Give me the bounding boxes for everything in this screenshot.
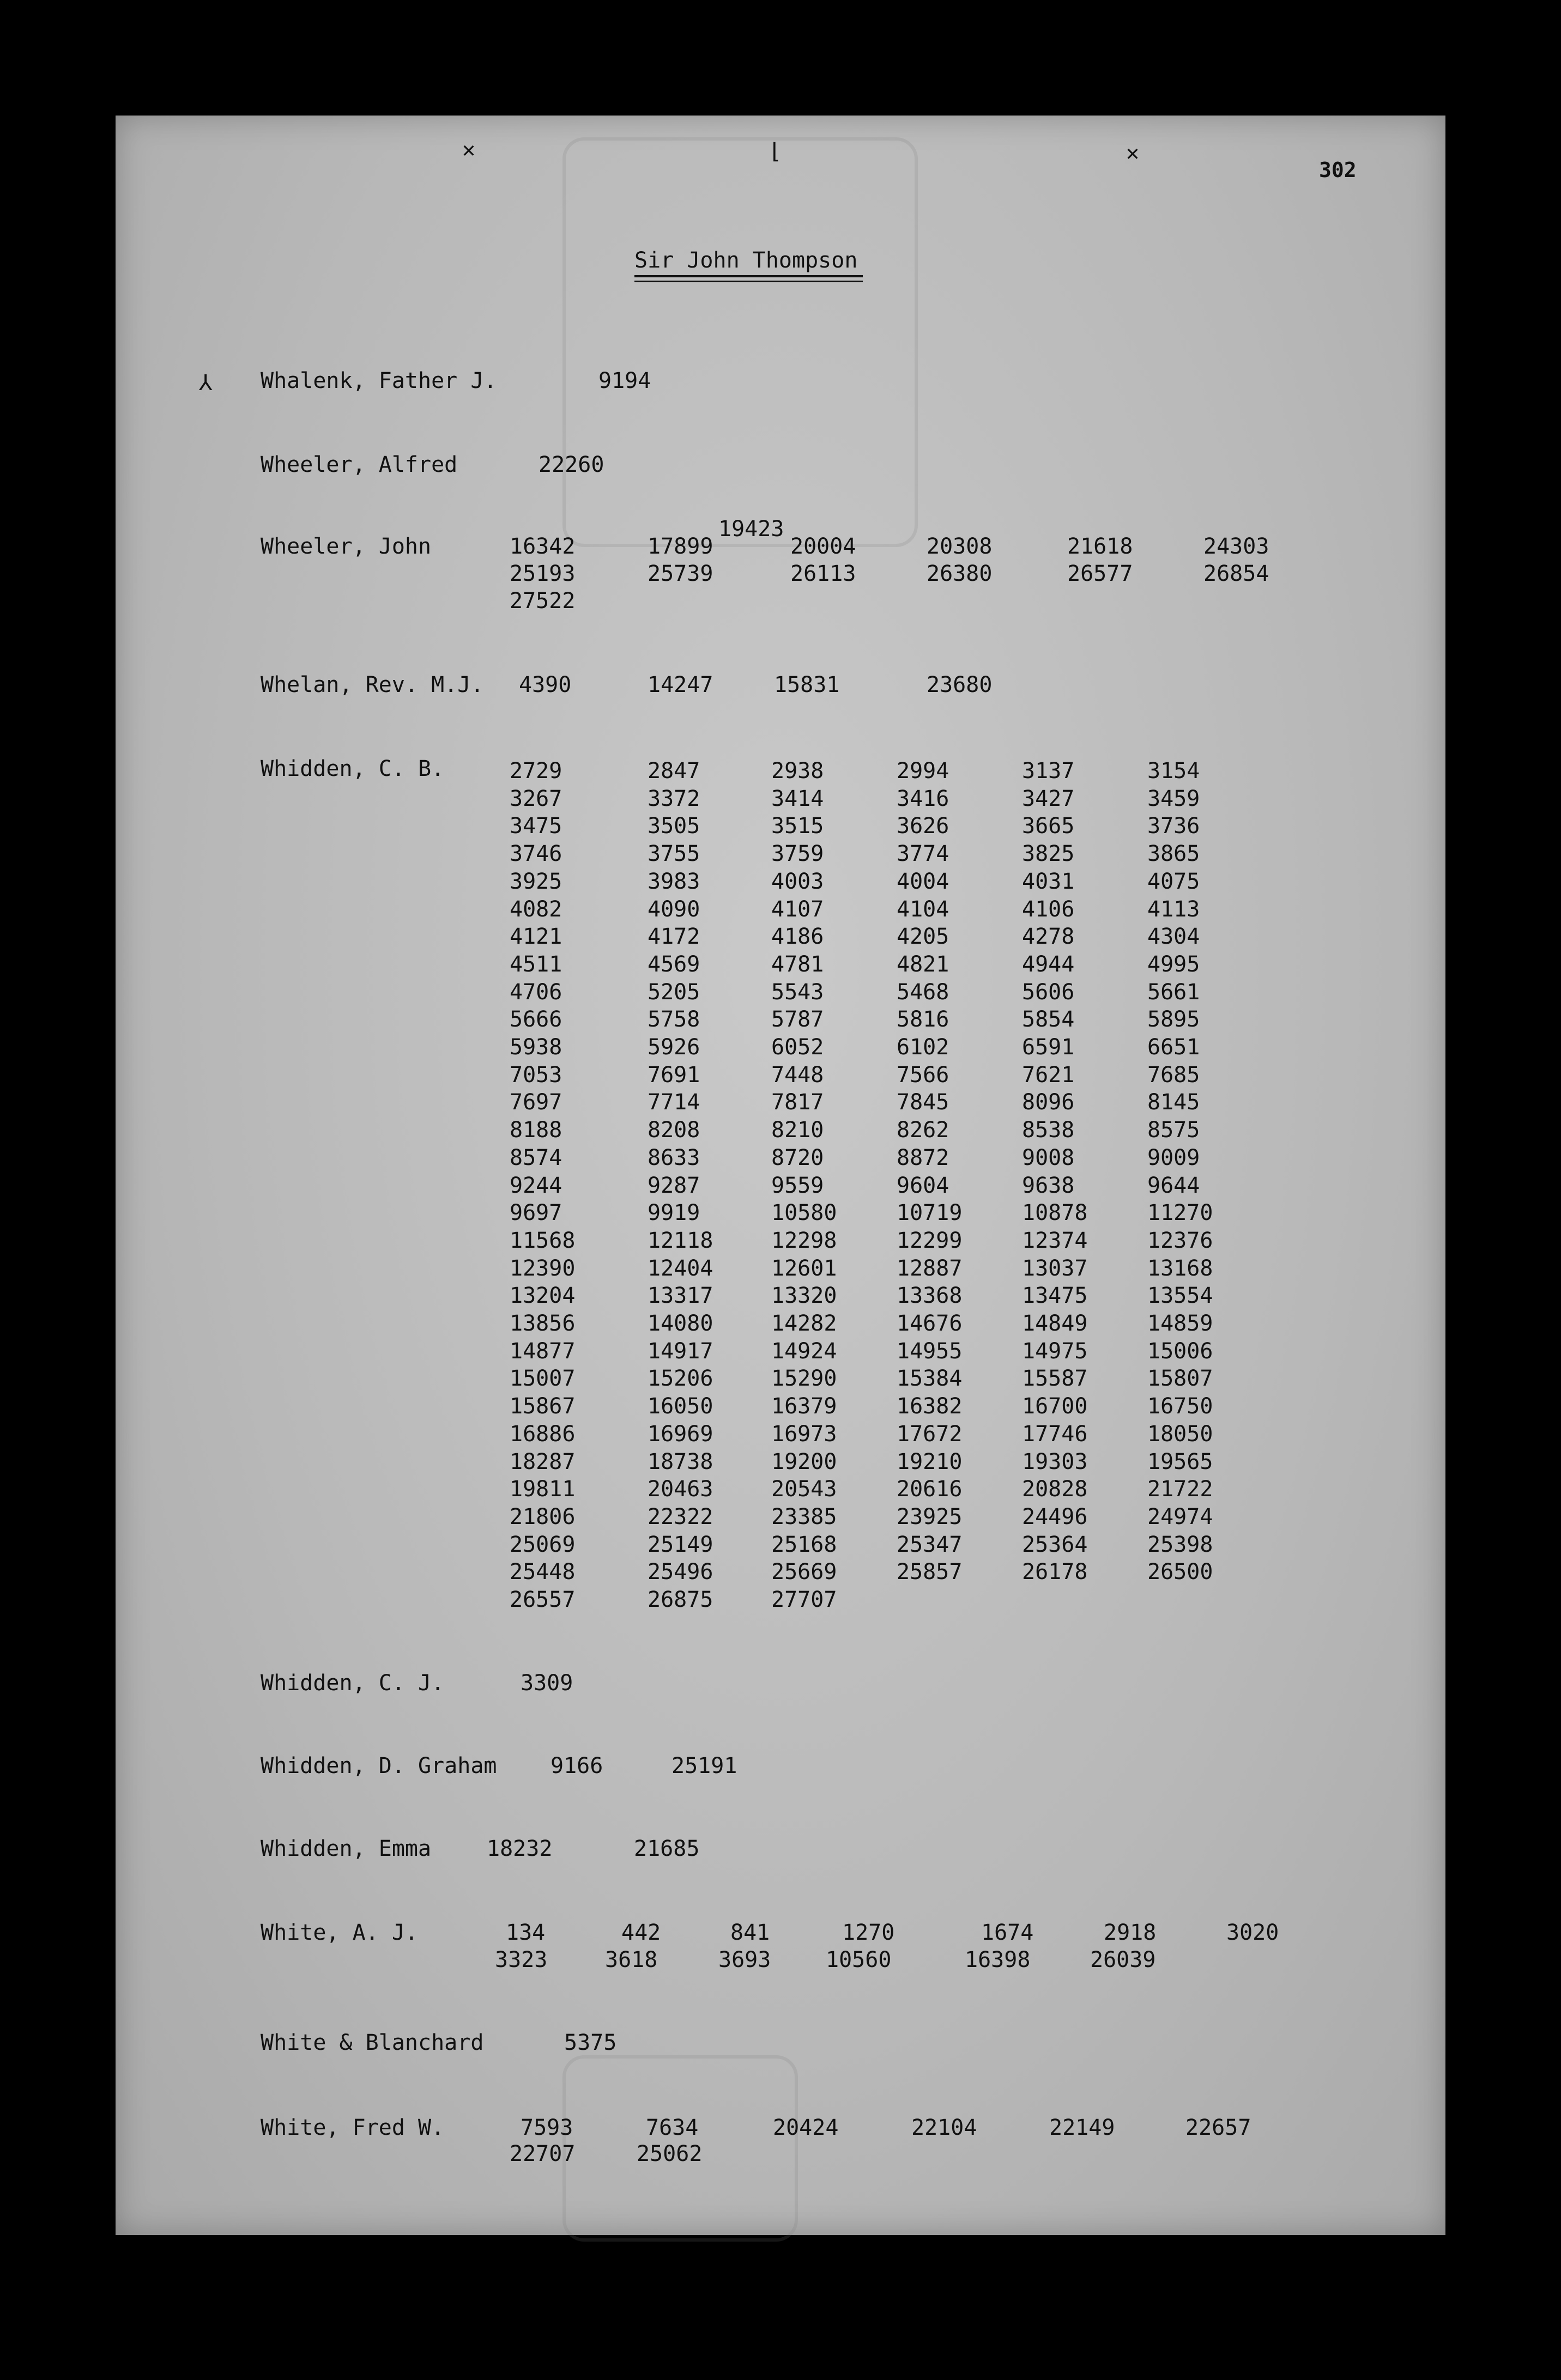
reference-number: 19303 — [1022, 1449, 1088, 1474]
reference-number: 4121 — [510, 924, 562, 950]
reference-number: 16969 — [648, 1421, 713, 1447]
margin-hook-mark: ⌊ — [769, 139, 782, 164]
reference-number: 25193 — [510, 561, 576, 586]
reference-number: 16750 — [1147, 1394, 1213, 1419]
reference-number: 26178 — [1022, 1559, 1088, 1585]
reference-number: 4104 — [897, 896, 949, 922]
reference-number: 8188 — [510, 1118, 562, 1143]
reference-number: 24303 — [1203, 534, 1269, 559]
entry-name: White & Blanchard — [261, 2030, 484, 2055]
reference-number: 23680 — [927, 672, 993, 697]
reference-number: 5606 — [1022, 979, 1075, 1005]
reference-number: 15290 — [771, 1366, 837, 1392]
reference-number: 16398 — [965, 1947, 1031, 1972]
reference-number: 4186 — [771, 924, 824, 950]
reference-number: 20543 — [771, 1477, 837, 1502]
reference-number: 16379 — [771, 1394, 837, 1419]
reference-number: 12404 — [648, 1255, 713, 1281]
reference-number: 14080 — [648, 1311, 713, 1336]
reference-number: 9919 — [648, 1200, 700, 1226]
reference-number: 7621 — [1022, 1062, 1075, 1088]
reference-number: 3736 — [1147, 813, 1200, 839]
reference-number: 14247 — [648, 672, 713, 697]
reference-number: 4172 — [648, 924, 700, 950]
reference-number: 4205 — [897, 924, 949, 950]
reference-number: 26039 — [1090, 1947, 1156, 1972]
reference-number: 17672 — [897, 1421, 963, 1447]
reference-number: 25168 — [771, 1532, 837, 1557]
reference-number: 16382 — [897, 1394, 963, 1419]
reference-number: 7448 — [771, 1062, 824, 1088]
reference-number: 16973 — [771, 1421, 837, 1447]
reference-number: 5816 — [897, 1007, 949, 1033]
reference-number: 5666 — [510, 1007, 562, 1033]
reference-number: 8262 — [897, 1118, 949, 1143]
reference-number: 8633 — [648, 1145, 700, 1170]
reference-number: 9604 — [897, 1173, 949, 1198]
reference-number: 23925 — [897, 1504, 963, 1529]
reference-number: 13037 — [1022, 1255, 1088, 1281]
reference-number: 13317 — [648, 1283, 713, 1309]
reference-number: 20616 — [897, 1477, 963, 1502]
reference-number: 13204 — [510, 1283, 576, 1309]
reference-number: 1674 — [981, 1920, 1034, 1945]
reference-number: 1270 — [842, 1920, 895, 1945]
reference-number: 15867 — [510, 1394, 576, 1419]
reference-number: 9008 — [1022, 1145, 1075, 1170]
reference-number: 3323 — [495, 1947, 548, 1972]
entry-name: Whidden, Emma — [261, 1836, 432, 1861]
reference-number: 3825 — [1022, 841, 1075, 867]
reference-number: 18287 — [510, 1449, 576, 1474]
reference-number: 12887 — [897, 1255, 963, 1281]
reference-number: 3267 — [510, 786, 562, 811]
reference-number: 3372 — [648, 786, 700, 811]
reference-number: 16342 — [510, 534, 576, 559]
reference-number: 3865 — [1147, 841, 1200, 867]
reference-number: 17899 — [648, 534, 713, 559]
reference-number: 5205 — [648, 979, 700, 1005]
reference-number: 9287 — [648, 1173, 700, 1198]
reference-number: 14955 — [897, 1338, 963, 1364]
reference-number: 4107 — [771, 896, 824, 922]
reference-number: 12601 — [771, 1255, 837, 1281]
reference-number: 20463 — [648, 1477, 713, 1502]
margin-check-mark: ⅄ — [199, 371, 213, 396]
reference-number: 26380 — [927, 561, 993, 586]
reference-number: 134 — [506, 1920, 546, 1945]
reference-number: 27522 — [510, 588, 576, 614]
reference-number: 14282 — [771, 1311, 837, 1336]
entry-name: Whidden, D. Graham — [261, 1753, 497, 1778]
reference-number: 6102 — [897, 1035, 949, 1060]
reference-number: 9697 — [510, 1200, 562, 1226]
reference-number: 20828 — [1022, 1477, 1088, 1502]
reference-number: 4082 — [510, 896, 562, 922]
reference-number: 3154 — [1147, 758, 1200, 784]
reference-number: 3505 — [648, 813, 700, 839]
reference-number: 22657 — [1185, 2115, 1251, 2140]
reference-number: 8538 — [1022, 1118, 1075, 1143]
title-underline-double — [634, 281, 863, 282]
reference-number: 5375 — [564, 2030, 617, 2055]
reference-number: 12376 — [1147, 1228, 1213, 1253]
reference-number: 25496 — [648, 1559, 713, 1585]
reference-number: 9009 — [1147, 1145, 1200, 1170]
reference-number: 13320 — [771, 1283, 837, 1309]
reference-number: 5854 — [1022, 1007, 1075, 1033]
reference-number: 10719 — [897, 1200, 963, 1226]
reference-number: 9559 — [771, 1173, 824, 1198]
reference-number: 15384 — [897, 1366, 963, 1392]
reference-number: 15831 — [774, 672, 840, 697]
entry-name: Whidden, C. B. — [261, 756, 445, 781]
reference-number: 15587 — [1022, 1366, 1088, 1392]
reference-number: 7593 — [521, 2115, 573, 2140]
reference-number: 6591 — [1022, 1035, 1075, 1060]
reference-number: 26577 — [1067, 561, 1133, 586]
reference-number: 3137 — [1022, 758, 1075, 784]
reference-number: 3626 — [897, 813, 949, 839]
reference-number: 22149 — [1049, 2115, 1115, 2140]
reference-number: 12390 — [510, 1255, 576, 1281]
reference-number: 18050 — [1147, 1421, 1213, 1447]
reference-number: 9166 — [550, 1753, 603, 1778]
reference-number: 4511 — [510, 951, 562, 977]
reference-number: 7566 — [897, 1062, 949, 1088]
reference-number: 3925 — [510, 869, 562, 894]
reference-number: 3414 — [771, 786, 824, 811]
reference-number: 3665 — [1022, 813, 1075, 839]
title-underline — [634, 275, 863, 277]
reference-number: 2938 — [771, 758, 824, 784]
reference-number: 3618 — [605, 1947, 658, 1972]
reference-number: 24496 — [1022, 1504, 1088, 1529]
reference-number: 8208 — [648, 1118, 700, 1143]
reference-number: 25739 — [648, 561, 713, 586]
reference-number: 15206 — [648, 1366, 713, 1392]
reference-number: 9644 — [1147, 1173, 1200, 1198]
reference-number: 12298 — [771, 1228, 837, 1253]
reference-number: 25069 — [510, 1532, 576, 1557]
reference-number: 4390 — [519, 672, 572, 697]
page-number: 302 — [1319, 158, 1357, 182]
reference-number: 8720 — [771, 1145, 824, 1170]
reference-number: 27707 — [771, 1587, 837, 1612]
reference-number: 4304 — [1147, 924, 1200, 950]
reference-number: 3309 — [521, 1671, 573, 1696]
margin-tick-mark-right: ✕ — [1126, 141, 1140, 166]
reference-number: 5787 — [771, 1007, 824, 1033]
reference-number: 16700 — [1022, 1394, 1088, 1419]
reference-number: 12118 — [648, 1228, 713, 1253]
reference-number: 21685 — [634, 1836, 700, 1861]
reference-number: 4821 — [897, 951, 949, 977]
reference-number: 3759 — [771, 841, 824, 867]
reference-number: 3746 — [510, 841, 562, 867]
reference-number: 25347 — [897, 1532, 963, 1557]
reference-number: 12374 — [1022, 1228, 1088, 1253]
entry-name: Whelan, Rev. M.J. — [261, 672, 484, 697]
reference-number: 22104 — [911, 2115, 977, 2140]
reference-number: 24974 — [1147, 1504, 1213, 1529]
reference-number: 9638 — [1022, 1173, 1075, 1198]
reference-number: 14917 — [648, 1338, 713, 1364]
reference-number: 5895 — [1147, 1007, 1200, 1033]
reference-number: 5468 — [897, 979, 949, 1005]
reference-number: 5926 — [648, 1035, 700, 1060]
reference-number: 7697 — [510, 1090, 562, 1115]
reference-number: 7634 — [646, 2115, 699, 2140]
reference-number: 8096 — [1022, 1090, 1075, 1115]
reference-number: 21618 — [1067, 534, 1133, 559]
margin-tick-mark: ✕ — [462, 137, 476, 162]
reference-number: 12299 — [897, 1228, 963, 1253]
reference-number: 4113 — [1147, 896, 1200, 922]
reference-number: 3774 — [897, 841, 949, 867]
reference-number: 22707 — [510, 2141, 576, 2166]
reference-number: 15807 — [1147, 1366, 1213, 1392]
entry-name: White, Fred W. — [261, 2115, 445, 2140]
entry-name: Wheeler, John — [261, 534, 432, 559]
reference-number: 10560 — [826, 1947, 892, 1972]
reference-number: 3475 — [510, 813, 562, 839]
page-title: Sir John Thompson — [634, 248, 857, 273]
reference-number: 25448 — [510, 1559, 576, 1585]
reference-number: 23385 — [771, 1504, 837, 1529]
reference-number: 2847 — [648, 758, 700, 784]
reference-number: 7053 — [510, 1062, 562, 1088]
reference-number: 3459 — [1147, 786, 1200, 811]
reference-number: 4569 — [648, 951, 700, 977]
reference-number: 8210 — [771, 1118, 824, 1143]
reference-number: 3755 — [648, 841, 700, 867]
reference-number: 4090 — [648, 896, 700, 922]
reference-number: 21722 — [1147, 1477, 1213, 1502]
reference-number: 10878 — [1022, 1200, 1088, 1226]
reference-number: 9194 — [598, 368, 651, 393]
reference-number: 13475 — [1022, 1283, 1088, 1309]
reference-number: 15006 — [1147, 1338, 1213, 1364]
reference-number: 13168 — [1147, 1255, 1213, 1281]
reference-number: 4995 — [1147, 951, 1200, 977]
reference-number: 6052 — [771, 1035, 824, 1060]
reference-number: 16050 — [648, 1394, 713, 1419]
reference-number: 18738 — [648, 1449, 713, 1474]
reference-number: 841 — [730, 1920, 770, 1945]
watermark-seal — [562, 137, 918, 547]
reference-number: 14975 — [1022, 1338, 1088, 1364]
reference-number: 11568 — [510, 1228, 576, 1253]
reference-number: 3515 — [771, 813, 824, 839]
reference-number: 26500 — [1147, 1559, 1213, 1585]
reference-number: 25857 — [897, 1559, 963, 1585]
reference-number: 14924 — [771, 1338, 837, 1364]
reference-number: 25364 — [1022, 1532, 1088, 1557]
reference-number: 25062 — [637, 2141, 703, 2166]
reference-number: 3416 — [897, 786, 949, 811]
reference-number: 16886 — [510, 1421, 576, 1447]
reference-number: 7845 — [897, 1090, 949, 1115]
reference-number: 2729 — [510, 758, 562, 784]
entry-name: Wheeler, Alfred — [261, 452, 458, 477]
reference-number: 3693 — [718, 1947, 771, 1972]
reference-number: 26557 — [510, 1587, 576, 1612]
reference-number: 9244 — [510, 1173, 562, 1198]
reference-number: 5661 — [1147, 979, 1200, 1005]
reference-number: 21806 — [510, 1504, 576, 1529]
reference-number: 4278 — [1022, 924, 1075, 950]
entry-name: White, A. J. — [261, 1920, 418, 1945]
reference-number: 6651 — [1147, 1035, 1200, 1060]
reference-number: 3983 — [648, 869, 700, 894]
reference-number: 17746 — [1022, 1421, 1088, 1447]
reference-number: 4003 — [771, 869, 824, 894]
reference-number: 14859 — [1147, 1311, 1213, 1336]
reference-number: 14849 — [1022, 1311, 1088, 1336]
reference-number: 3020 — [1226, 1920, 1279, 1945]
reference-number: 26875 — [648, 1587, 713, 1612]
entry-name: Whalenk, Father J. — [261, 368, 497, 393]
reference-number: 4106 — [1022, 896, 1075, 922]
reference-number: 15007 — [510, 1366, 576, 1392]
reference-number: 22260 — [539, 452, 604, 477]
reference-number: 7817 — [771, 1090, 824, 1115]
reference-number: 5758 — [648, 1007, 700, 1033]
reference-number: 19423 — [718, 517, 784, 542]
reference-number: 25398 — [1147, 1532, 1213, 1557]
reference-number: 25191 — [671, 1753, 737, 1778]
reference-number: 4781 — [771, 951, 824, 977]
reference-number: 4706 — [510, 979, 562, 1005]
reference-number: 4075 — [1147, 869, 1200, 894]
reference-number: 18232 — [487, 1836, 553, 1861]
reference-number: 2994 — [897, 758, 949, 784]
reference-number: 8575 — [1147, 1118, 1200, 1143]
reference-number: 4031 — [1022, 869, 1075, 894]
reference-number: 3427 — [1022, 786, 1075, 811]
reference-number: 13856 — [510, 1311, 576, 1336]
reference-number: 20004 — [790, 534, 856, 559]
reference-number: 442 — [621, 1920, 661, 1945]
reference-number: 5938 — [510, 1035, 562, 1060]
reference-number: 25669 — [771, 1559, 837, 1585]
reference-number: 5543 — [771, 979, 824, 1005]
reference-number: 7685 — [1147, 1062, 1200, 1088]
reference-number: 7691 — [648, 1062, 700, 1088]
reference-number: 13368 — [897, 1283, 963, 1309]
reference-number: 4004 — [897, 869, 949, 894]
reference-number: 19200 — [771, 1449, 837, 1474]
reference-number: 26113 — [790, 561, 856, 586]
reference-number: 14676 — [897, 1311, 963, 1336]
reference-number: 8872 — [897, 1145, 949, 1170]
reference-number: 8574 — [510, 1145, 562, 1170]
reference-number: 19565 — [1147, 1449, 1213, 1474]
reference-number: 4944 — [1022, 951, 1075, 977]
reference-number: 11270 — [1147, 1200, 1213, 1226]
reference-number: 22322 — [648, 1504, 713, 1529]
reference-number: 8145 — [1147, 1090, 1200, 1115]
reference-number: 2918 — [1104, 1920, 1157, 1945]
reference-number: 20308 — [927, 534, 993, 559]
reference-number: 26854 — [1203, 561, 1269, 586]
reference-number: 13554 — [1147, 1283, 1213, 1309]
reference-number: 20424 — [773, 2115, 839, 2140]
reference-number: 7714 — [648, 1090, 700, 1115]
reference-number: 25149 — [648, 1532, 713, 1557]
reference-number: 19811 — [510, 1477, 576, 1502]
reference-number: 14877 — [510, 1338, 576, 1364]
reference-number: 19210 — [897, 1449, 963, 1474]
reference-number: 10580 — [771, 1200, 837, 1226]
entry-name: Whidden, C. J. — [261, 1671, 445, 1696]
